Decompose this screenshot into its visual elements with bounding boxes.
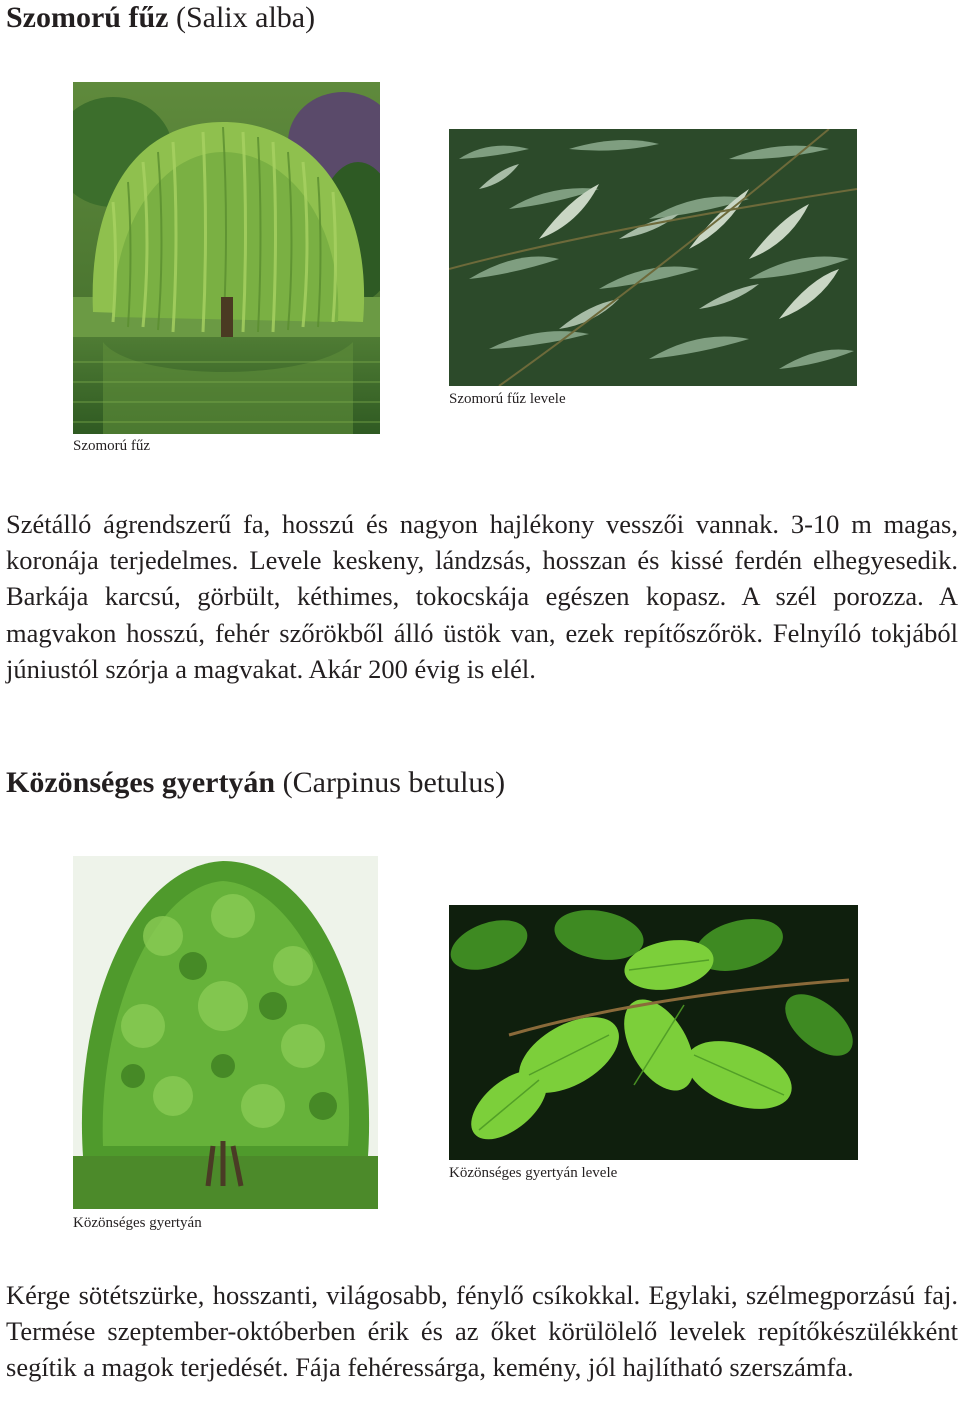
- willow-description: Szétálló ágrendszerű fa, hosszú és nagyon hajlékony vesszői vannak. 3-10 m magas, koronája terjedelmes. Levele keskeny, lándzsás, hosszan és kissé ferdén elhegyesedik. Barkája karcsú, görbült, kéthimes, tokocskája egészen kopasz. A szél porozza. A magvakon hosszú, fehér szőrökből álló üstök van, ezek repítőszőrök. Felnyíló tokjából júniustól szórja a magvakat. Akár 200 évig is elél.: [6, 509, 958, 684]
- willow-leaves-photo: [449, 129, 857, 386]
- title-common-name: Szomorú fűz: [6, 1, 169, 34]
- hornbeam-leaves-photo: [449, 905, 858, 1160]
- section-title-willow: [6, 0, 315, 36]
- title-latin-name: (Salix alba): [168, 1, 316, 34]
- willow-tree-photo: [73, 82, 380, 434]
- section-title-hornbeam: [6, 765, 505, 801]
- title-common-name: Közönséges gyertyán: [6, 766, 276, 799]
- hornbeam-description: Kérge sötétszürke, hosszanti, világosabb, fénylő csíkokkal. Egylaki, szélmegporzású faj. Termése szeptember-októberben érik és az őket körülölelő levelek repítőkészülékként segítik a magok terjedését. Fája fehéressárga, kemény, jól hajlítható szerszámfa.: [6, 1280, 958, 1383]
- hornbeam-leaves-caption: Közönséges gyertyán levele: [449, 1165, 618, 1181]
- willow-leaves-caption: Szomorú fűz levele: [449, 391, 566, 407]
- willow-tree-caption: Szomorú fűz: [73, 438, 151, 454]
- hornbeam-tree-caption: Közönséges gyertyán: [73, 1215, 202, 1231]
- hornbeam-tree-photo: [73, 856, 378, 1209]
- title-latin-name: (Carpinus betulus): [275, 766, 506, 799]
